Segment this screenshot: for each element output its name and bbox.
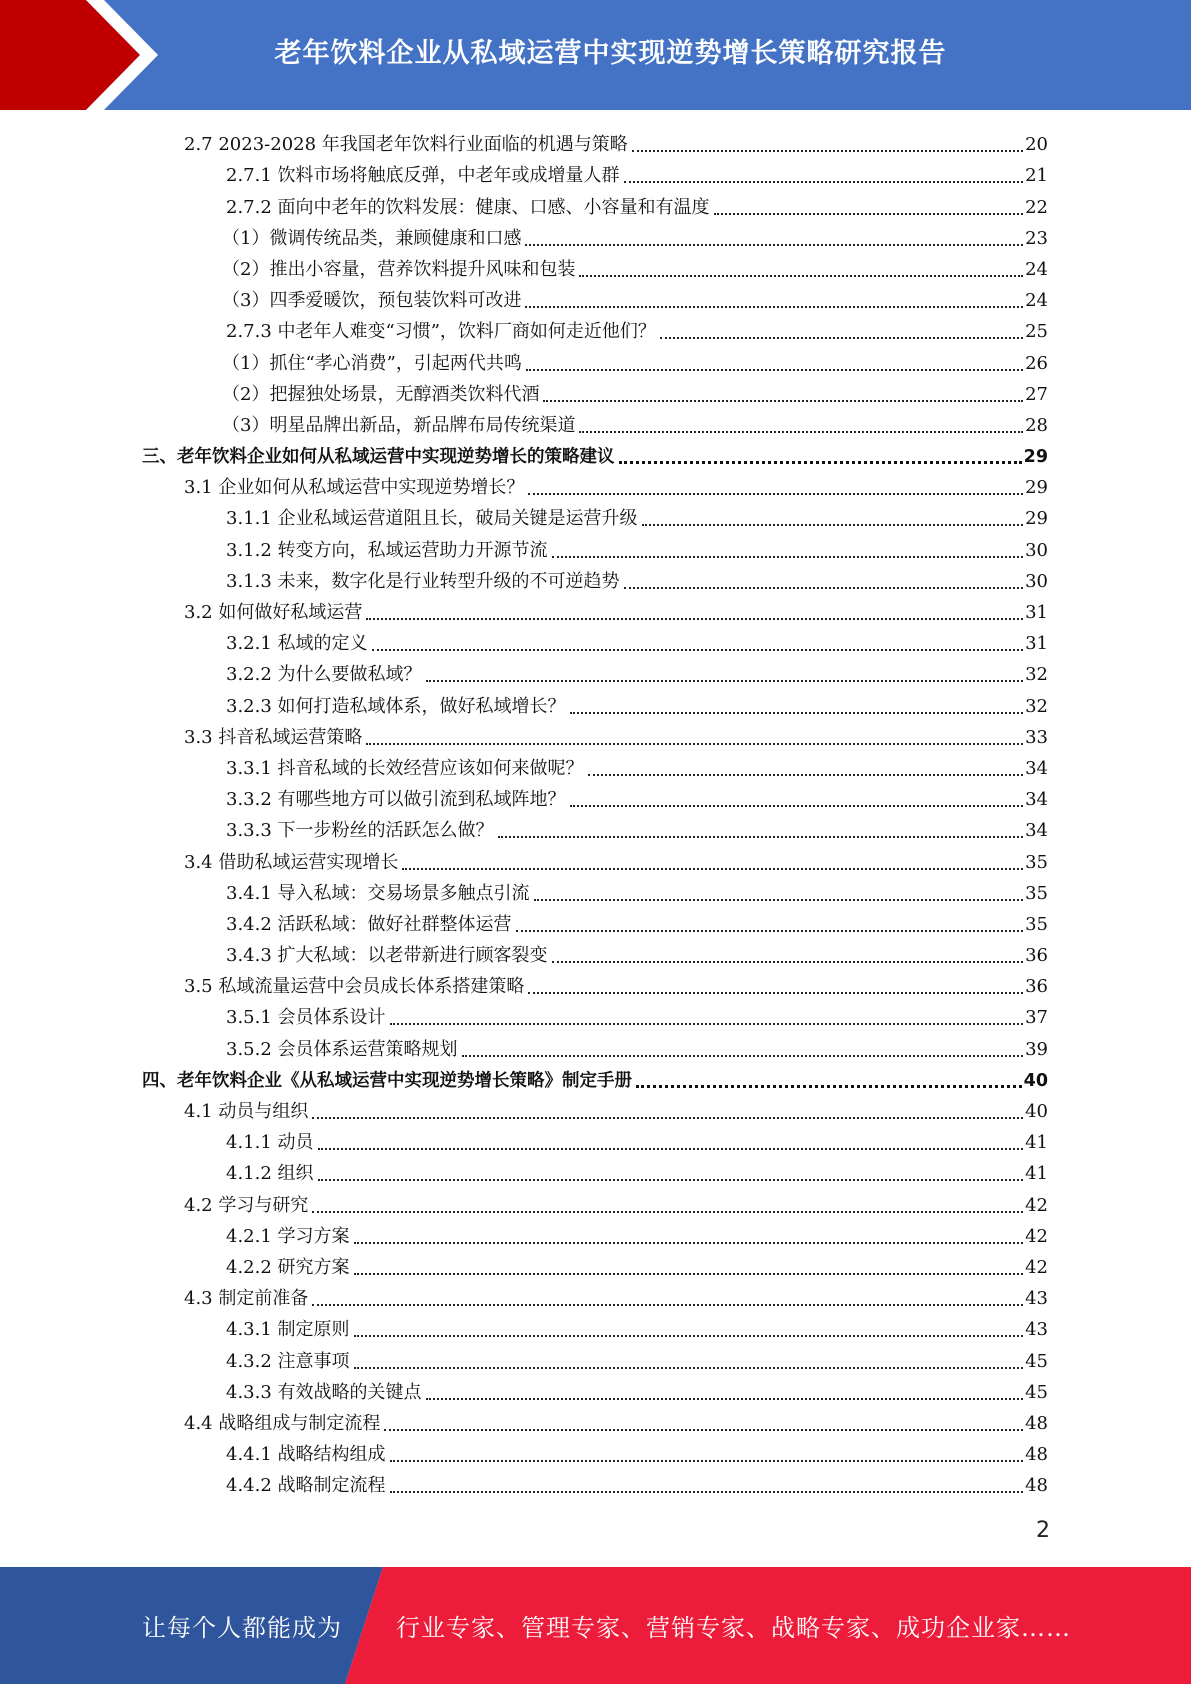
toc-dot-leader xyxy=(714,213,1024,215)
toc-entry[interactable] xyxy=(142,283,1048,314)
toc-entry-page: 29 xyxy=(1025,508,1048,530)
toc-entry[interactable] xyxy=(142,314,1048,345)
toc-entry-page: 30 xyxy=(1025,539,1048,561)
toc-entry-page: 23 xyxy=(1025,227,1048,249)
toc-entry-title: 3.2 如何做好私域运营 xyxy=(184,602,363,623)
toc-entry-page: 32 xyxy=(1025,664,1048,686)
toc-entry-page: 45 xyxy=(1025,1381,1048,1403)
toc-entry[interactable] xyxy=(142,1312,1048,1343)
toc-entry[interactable] xyxy=(142,938,1048,969)
toc-entry-title: 3.5.2 会员体系运营策略规划 xyxy=(226,1038,458,1060)
toc-entry-title: 3.2.1 私域的定义 xyxy=(226,633,368,655)
toc-entry[interactable] xyxy=(142,189,1048,220)
toc-entry-page: 31 xyxy=(1025,602,1048,623)
toc-dot-leader xyxy=(636,1085,1022,1088)
toc-entry[interactable] xyxy=(142,345,1048,376)
toc-entry-title: 3.3 抖音私域运营策略 xyxy=(184,726,363,748)
toc-entry-title: 四、老年饮料企业《从私域运营中实现逆势增长策略》制定手册 xyxy=(142,1070,632,1091)
toc-dot-leader xyxy=(384,1429,1023,1431)
toc-dot-leader xyxy=(579,275,1023,277)
toc-entry-page: 37 xyxy=(1025,1007,1048,1029)
toc-dot-leader xyxy=(318,1148,1024,1150)
toc-entry-page: 31 xyxy=(1025,633,1048,655)
toc-entry-page: 42 xyxy=(1025,1256,1048,1278)
toc-entry-title: 4.4 战略组成与制定流程 xyxy=(184,1412,381,1434)
toc-dot-leader xyxy=(390,1023,1024,1025)
toc-entry-title: 三、老年饮料企业如何从私域运营中实现逆势增长的策略建议 xyxy=(142,447,615,468)
toc-dot-leader xyxy=(526,369,1023,371)
toc-dot-leader xyxy=(588,774,1024,776)
toc-entry-title: 4.2.1 学习方案 xyxy=(226,1225,350,1247)
toc-entry-title: 4.3.1 制定原则 xyxy=(226,1319,350,1341)
toc-entry-title: 3.5.1 会员体系设计 xyxy=(226,1007,386,1029)
toc-entry-page: 42 xyxy=(1025,1225,1048,1247)
toc-entry-title: 4.3.3 有效战略的关键点 xyxy=(226,1381,422,1403)
toc-entry-page: 41 xyxy=(1025,1163,1048,1185)
toc-entry-page: 43 xyxy=(1025,1319,1048,1341)
toc-entry-title: 3.3.2 有哪些地方可以做引流到私域阵地？ xyxy=(226,789,566,811)
toc-dot-leader xyxy=(312,1304,1023,1306)
toc-entry-page: 40 xyxy=(1023,1070,1048,1091)
toc-dot-leader xyxy=(426,680,1024,682)
toc-dot-leader xyxy=(354,1242,1024,1244)
toc-entry-page: 39 xyxy=(1025,1038,1048,1060)
toc-entry-title: 3.4.3 扩大私域：以老带新进行顾客裂变 xyxy=(226,945,548,967)
toc-entry-title: 2.7.2 面向中老年的饮料发展：健康、口感、小容量和有温度 xyxy=(226,196,710,218)
toc-dot-leader xyxy=(552,961,1024,963)
toc-entry-title: 4.3.2 注意事项 xyxy=(226,1350,350,1372)
toc-dot-leader xyxy=(525,306,1023,308)
toc-entry-page: 40 xyxy=(1025,1101,1048,1122)
toc-dot-leader xyxy=(498,836,1024,838)
toc-entry[interactable] xyxy=(142,876,1048,907)
toc-dot-leader xyxy=(390,1460,1024,1462)
toc-entry-title: 4.1.1 动员 xyxy=(226,1132,314,1154)
toc-entry-title: 3.3.1 抖音私域的长效经营应该如何来做呢？ xyxy=(226,757,584,779)
footer-band xyxy=(0,1567,1191,1684)
toc-entry-title: 3.2.3 如何打造私域体系，做好私域增长？ xyxy=(226,695,566,717)
chevron-logo-icon xyxy=(0,0,160,110)
toc-entry[interactable] xyxy=(142,1187,1048,1218)
toc-entry[interactable] xyxy=(142,158,1048,189)
toc-entry[interactable] xyxy=(142,564,1048,595)
toc-entry[interactable] xyxy=(142,1000,1048,1031)
toc-dot-leader xyxy=(426,1398,1024,1400)
toc-entry[interactable] xyxy=(142,470,1048,501)
toc-entry[interactable] xyxy=(142,1406,1048,1437)
toc-entry-title: （2）推出小容量，营养饮料提升风味和包装 xyxy=(222,258,576,280)
toc-entry[interactable] xyxy=(142,1031,1048,1062)
toc-entry[interactable] xyxy=(142,1219,1048,1250)
toc-entry-page: 41 xyxy=(1025,1132,1048,1154)
toc-entry-title: 3.1 企业如何从私域运营中实现逆势增长？ xyxy=(184,477,525,499)
toc-entry-title: 4.2 学习与研究 xyxy=(184,1194,309,1216)
toc-dot-leader xyxy=(372,649,1024,651)
toc-entry-title: 4.4.2 战略制定流程 xyxy=(226,1475,386,1497)
toc-dot-leader xyxy=(354,1367,1024,1369)
toc-entry-page: 24 xyxy=(1025,258,1048,280)
toc-entry[interactable] xyxy=(142,252,1048,283)
toc-dot-leader xyxy=(624,587,1024,589)
toc-entry[interactable] xyxy=(142,751,1048,782)
report-title: 老年饮料企业从私域运营中实现逆势增长策略研究报告 xyxy=(274,37,947,69)
toc-entry-page: 35 xyxy=(1025,913,1048,935)
toc-entry[interactable] xyxy=(142,1468,1048,1499)
toc-entry-title: 3.4 借助私域运营实现增长 xyxy=(184,851,399,873)
toc-entry-title: 3.4.1 导入私域：交易场景多触点引流 xyxy=(226,882,530,904)
toc-dot-leader xyxy=(642,524,1024,526)
toc-entry-page: 27 xyxy=(1025,383,1048,405)
toc-entry[interactable] xyxy=(142,1375,1048,1406)
toc-entry-title: 3.3.3 下一步粉丝的活跃怎么做？ xyxy=(226,820,494,842)
toc-entry[interactable] xyxy=(142,907,1048,938)
toc-dot-leader xyxy=(354,1335,1024,1337)
toc-dot-leader xyxy=(632,150,1023,152)
toc-entry[interactable] xyxy=(142,595,1048,626)
toc-entry[interactable] xyxy=(142,1250,1048,1281)
toc-entry[interactable] xyxy=(142,813,1048,844)
toc-entry-title: （2）把握独处场景，无醇酒类饮料代酒 xyxy=(222,383,540,405)
toc-entry-title: （1）微调传统品类，兼顾健康和口感 xyxy=(222,227,522,249)
footer-slogan-left: 让每个人都能成为 xyxy=(142,1614,342,1642)
toc-entry-page: 21 xyxy=(1025,165,1048,187)
toc-entry-page: 48 xyxy=(1025,1444,1048,1466)
toc-dot-leader xyxy=(312,1117,1023,1119)
toc-entry[interactable] xyxy=(142,532,1048,563)
toc-dot-leader xyxy=(366,743,1023,745)
toc-dot-leader xyxy=(660,337,1023,339)
toc-entry-page: 36 xyxy=(1025,976,1048,998)
toc-entry-page: 22 xyxy=(1025,196,1048,218)
toc-entry-title: 2.7 2023-2028 年我国老年饮料行业面临的机遇与策略 xyxy=(184,134,628,156)
toc-entry-page: 36 xyxy=(1025,945,1048,967)
toc-entry-title: 4.4.1 战略结构组成 xyxy=(226,1444,386,1466)
toc-entry[interactable] xyxy=(142,720,1048,751)
toc-entry-page: 43 xyxy=(1025,1288,1048,1310)
toc-entry-title: 4.2.2 研究方案 xyxy=(226,1256,350,1278)
toc-entry-page: 42 xyxy=(1025,1194,1048,1216)
toc-dot-leader xyxy=(570,712,1024,714)
toc-entry-title: （1）抓住“孝心消费”，引起两代共鸣 xyxy=(222,352,522,374)
toc-dot-leader xyxy=(402,868,1023,870)
toc-dot-leader xyxy=(525,244,1023,246)
toc-entry-page: 32 xyxy=(1025,695,1048,717)
toc-entry-page: 34 xyxy=(1025,789,1048,811)
toc-entry[interactable] xyxy=(142,626,1048,657)
toc-entry[interactable] xyxy=(142,1343,1048,1374)
toc-entry[interactable] xyxy=(142,1125,1048,1156)
toc-entry-page: 26 xyxy=(1025,352,1048,374)
toc-entry-page: 45 xyxy=(1025,1350,1048,1372)
toc-entry-title: 4.1 动员与组织 xyxy=(184,1101,309,1122)
toc-entry-page: 29 xyxy=(1025,477,1048,499)
toc-entry-page: 33 xyxy=(1025,726,1048,748)
toc-dot-leader xyxy=(354,1273,1024,1275)
toc-entry-title: 3.2.2 为什么要做私域？ xyxy=(226,664,422,686)
toc-entry[interactable] xyxy=(142,501,1048,532)
toc-entry[interactable] xyxy=(142,1281,1048,1312)
toc-dot-leader xyxy=(318,1179,1024,1181)
toc-entry-page: 34 xyxy=(1025,820,1048,842)
toc-dot-leader xyxy=(462,1055,1024,1057)
toc-entry[interactable] xyxy=(142,408,1048,439)
footer-slogan-right: 行业专家、管理专家、营销专家、战略专家、成功企业家…… xyxy=(396,1614,1071,1642)
toc-entry[interactable] xyxy=(142,657,1048,688)
toc-entry[interactable] xyxy=(142,377,1048,408)
toc-entry-title: 2.7.3 中老年人难变“习惯”，饮料厂商如何走近他们？ xyxy=(226,321,656,343)
toc-entry-page: 34 xyxy=(1025,757,1048,779)
toc-dot-leader xyxy=(528,992,1023,994)
toc-entry-title: 3.1.2 转变方向，私域运营助力开源节流 xyxy=(226,539,548,561)
toc-entry[interactable] xyxy=(142,782,1048,813)
toc-dot-leader xyxy=(534,899,1024,901)
toc-dot-leader xyxy=(624,181,1024,183)
toc-entry-page: 25 xyxy=(1025,321,1048,343)
toc-entry-title: 3.1.1 企业私域运营道阻且长，破局关键是运营升级 xyxy=(226,508,638,530)
toc-entry[interactable] xyxy=(142,844,1048,875)
toc-entry-title: 3.1.3 未来，数字化是行业转型升级的不可逆趋势 xyxy=(226,570,620,592)
toc-dot-leader xyxy=(516,930,1024,932)
toc-entry[interactable] xyxy=(142,127,1048,158)
toc-entry-page: 48 xyxy=(1025,1412,1048,1434)
toc-dot-leader xyxy=(552,556,1024,558)
toc-entry[interactable] xyxy=(142,969,1048,1000)
toc-entry-title: （3）四季爱暖饮，预包装饮料可改进 xyxy=(222,290,522,312)
toc-entry-page: 35 xyxy=(1025,851,1048,873)
toc-dot-leader xyxy=(312,1211,1023,1213)
toc-dot-leader xyxy=(528,493,1023,495)
toc-entry-title: 4.1.2 组织 xyxy=(226,1163,314,1185)
toc-entry-page: 20 xyxy=(1025,134,1048,156)
toc-entry-page: 30 xyxy=(1025,570,1048,592)
page-number: 2 xyxy=(1036,1518,1050,1543)
header-band xyxy=(0,0,1191,110)
toc-dot-leader xyxy=(366,618,1023,620)
toc-dot-leader xyxy=(570,805,1024,807)
toc-entry-page: 48 xyxy=(1025,1475,1048,1497)
toc-entry-title: 2.7.1 饮料市场将触底反弹，中老年或成增量人群 xyxy=(226,165,620,187)
toc-entry[interactable] xyxy=(142,688,1048,719)
toc-entry-title: 4.3 制定前准备 xyxy=(184,1288,309,1310)
table-of-contents xyxy=(142,127,1048,1499)
toc-dot-leader xyxy=(619,461,1022,464)
toc-entry[interactable] xyxy=(142,439,1048,470)
toc-dot-leader xyxy=(390,1491,1024,1493)
toc-entry[interactable] xyxy=(142,1094,1048,1125)
toc-dot-leader xyxy=(579,431,1023,433)
toc-entry-title: 3.5 私域流量运营中会员成长体系搭建策略 xyxy=(184,976,525,998)
toc-entry[interactable] xyxy=(142,1063,1048,1094)
toc-entry[interactable] xyxy=(142,1156,1048,1187)
toc-entry-page: 24 xyxy=(1025,290,1048,312)
toc-dot-leader xyxy=(543,400,1023,402)
toc-entry-page: 28 xyxy=(1025,414,1048,436)
toc-entry-title: 3.4.2 活跃私域：做好社群整体运营 xyxy=(226,913,512,935)
toc-entry[interactable] xyxy=(142,1437,1048,1468)
toc-entry-page: 29 xyxy=(1023,447,1048,468)
toc-entry[interactable] xyxy=(142,221,1048,252)
toc-entry-title: （3）明星品牌出新品，新品牌布局传统渠道 xyxy=(222,414,576,436)
toc-entry-page: 35 xyxy=(1025,882,1048,904)
